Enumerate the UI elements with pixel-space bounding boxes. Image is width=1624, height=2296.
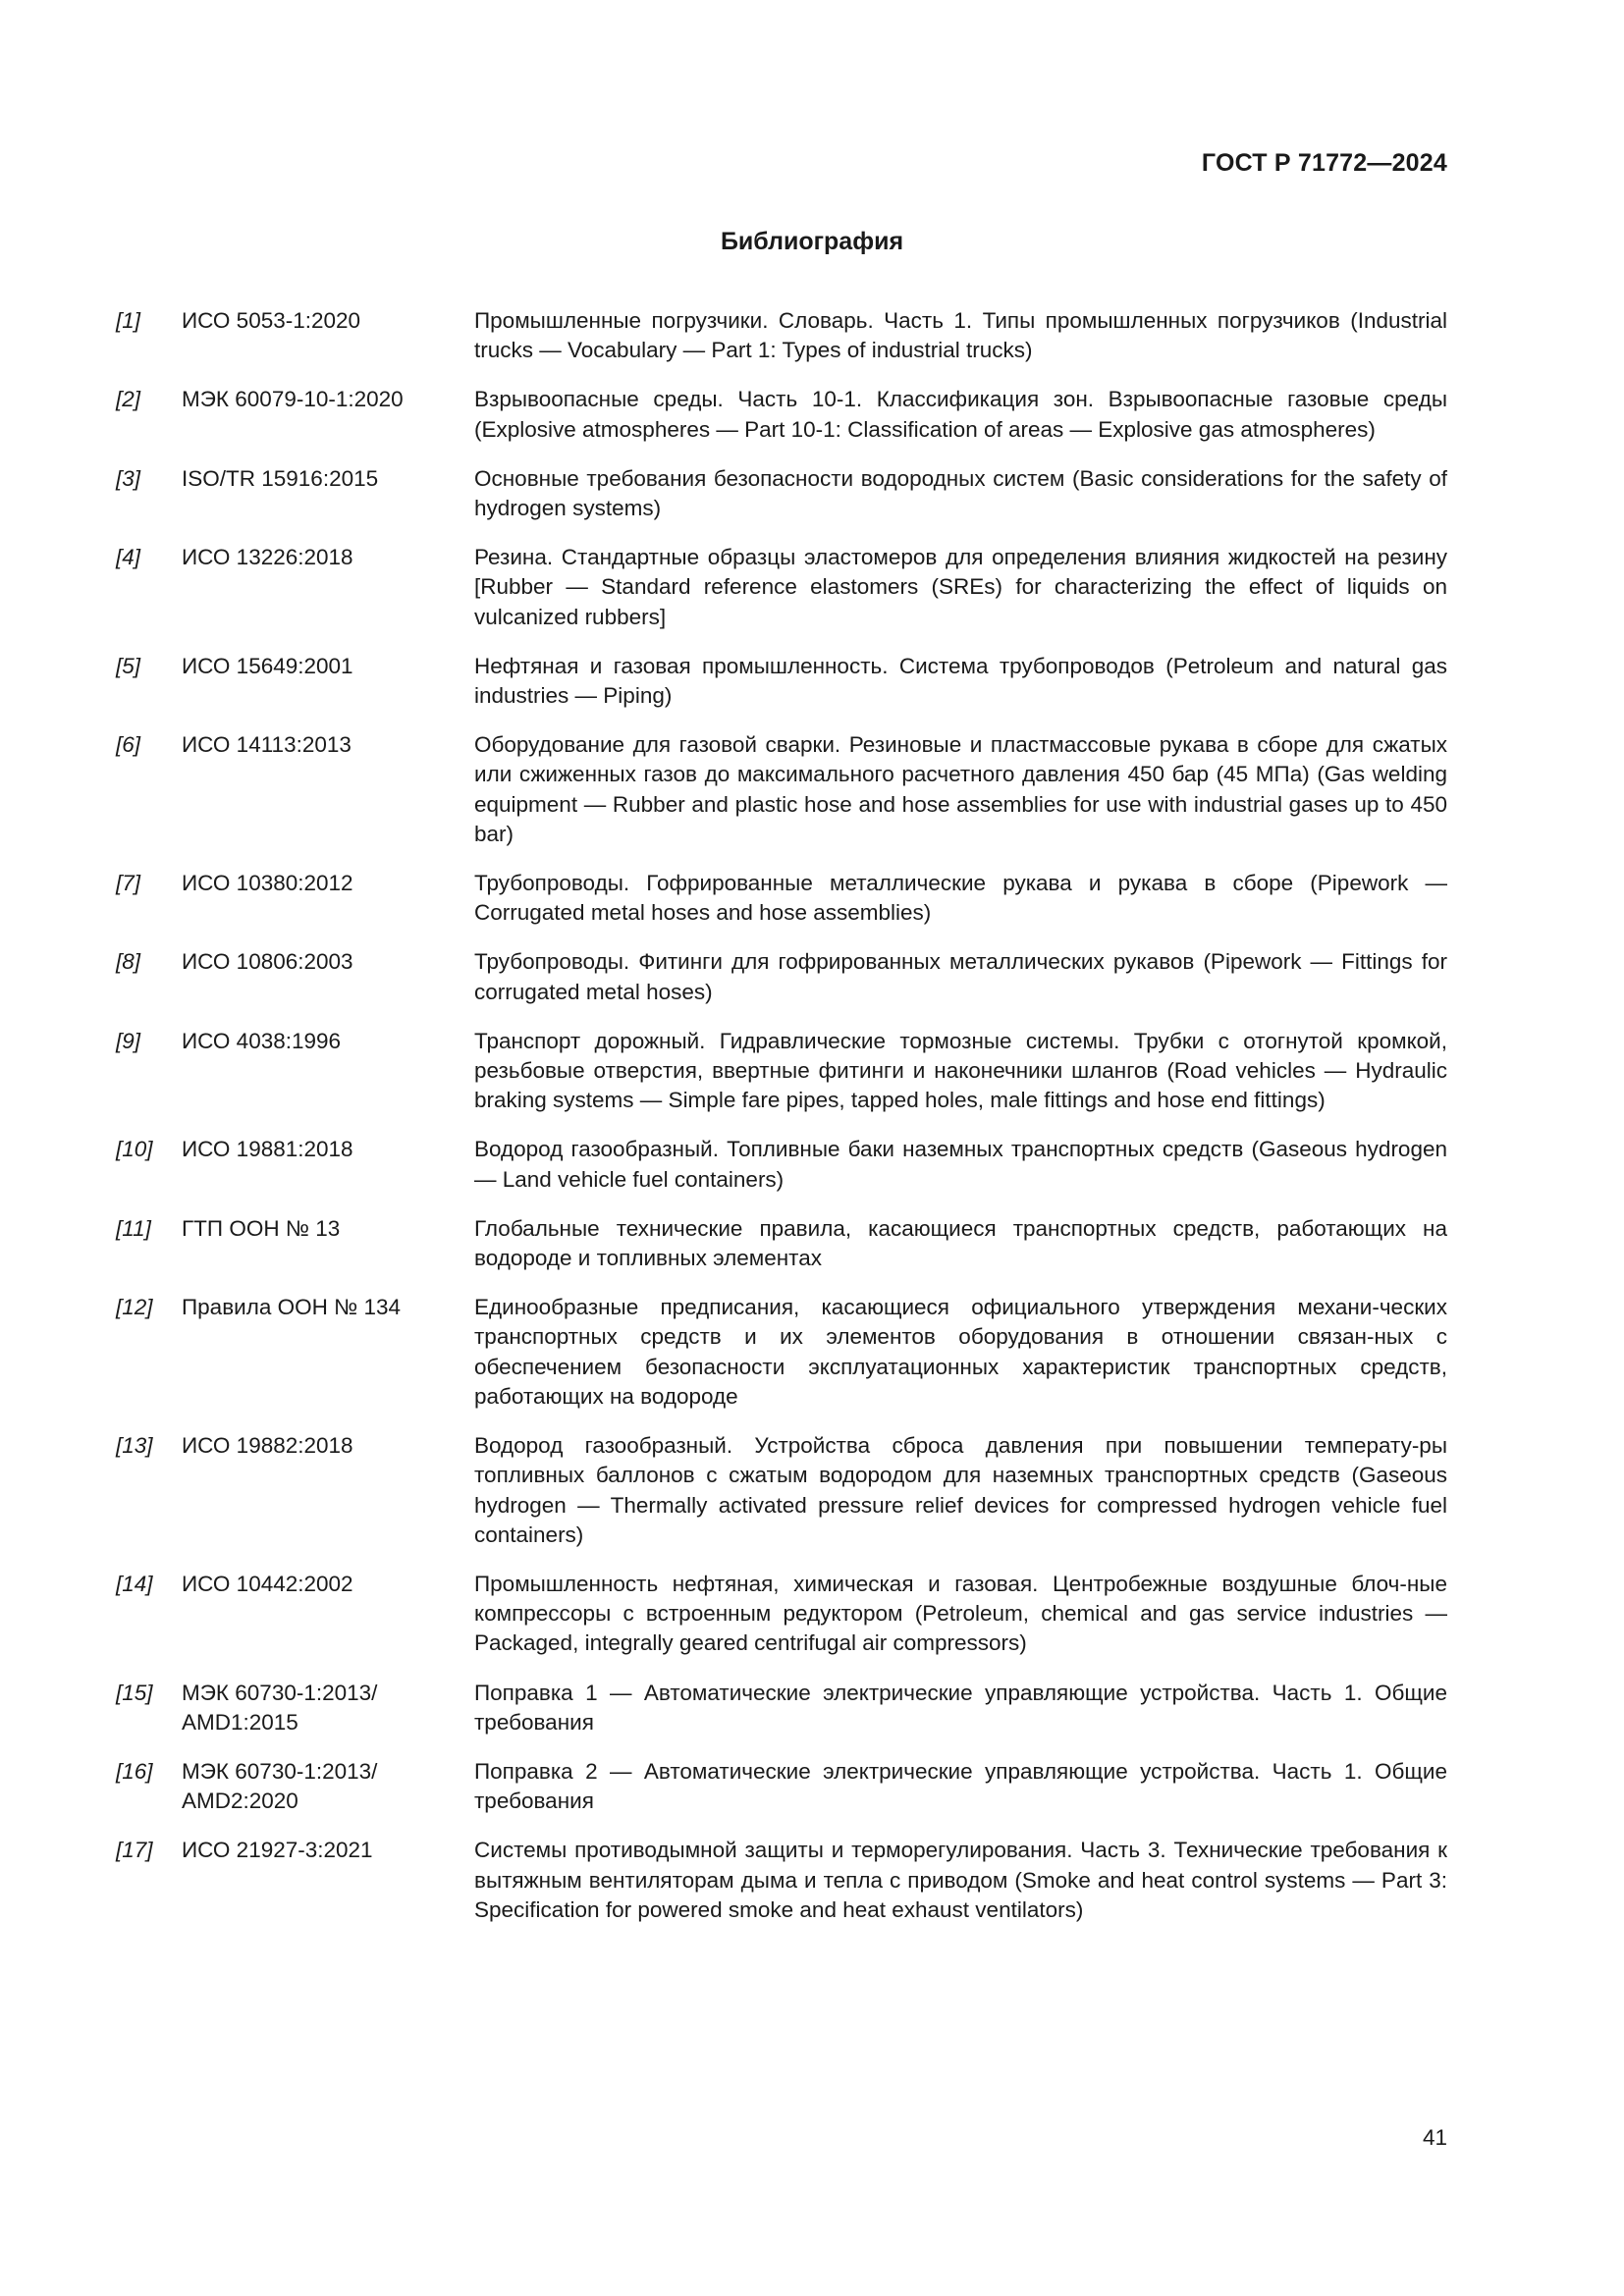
entry-reference: МЭК 60079-10-1:2020 bbox=[182, 387, 404, 412]
entry-number: [3] bbox=[116, 465, 141, 491]
entry-number: [2] bbox=[116, 387, 141, 412]
bibliography-entry bbox=[116, 385, 1447, 444]
bibliography-entry bbox=[116, 652, 1447, 711]
entry-description: Трубопроводы. Фитинги для гофрированных металлических рукавов (Pipework — Fittings for corrugated metal hoses) bbox=[474, 949, 1447, 1004]
bibliography-entry bbox=[116, 1679, 1447, 1737]
bibliography-entry bbox=[116, 730, 1447, 849]
bibliography-entry bbox=[116, 1135, 1447, 1194]
entry-number: [9] bbox=[116, 1028, 141, 1053]
entry-reference: ИСО 4038:1996 bbox=[182, 1028, 342, 1053]
entry-reference: ИСО 15649:2001 bbox=[182, 653, 353, 678]
bibliography-entry bbox=[116, 543, 1447, 632]
bibliography-entry bbox=[116, 1027, 1447, 1116]
entry-reference: Правила ООН № 134 bbox=[182, 1295, 402, 1320]
entry-number: [6] bbox=[116, 732, 141, 758]
bibliography-entry bbox=[116, 1431, 1447, 1550]
bibliography-entry bbox=[116, 464, 1447, 523]
bibliography-entry bbox=[116, 947, 1447, 1006]
entry-description: Глобальные технические правила, касающиеся транспортных средств, работающих на водороде и топливных элементах bbox=[474, 1215, 1447, 1271]
entry-number: [13] bbox=[116, 1433, 153, 1459]
entry-reference: ИСО 10442:2002 bbox=[182, 1571, 353, 1596]
entry-reference: ИСО 5053-1:2020 bbox=[182, 308, 361, 333]
bibliography-entry bbox=[116, 1570, 1447, 1659]
entry-description: Транспорт дорожный. Гидравлические тормозные системы. Трубки с отогнутой кромкой, резьбовые отверстия, ввертные фитинги и наконечники шлангов (Road vehicles — Hydraulic braking systems — Simple fare pipes, tapped holes, male fittings and hose end fittings) bbox=[474, 1028, 1447, 1113]
entry-description: Нефтяная и газовая промышленность. Система трубопроводов (Petroleum and natural gas industries — Piping) bbox=[474, 653, 1447, 709]
entry-description: Взрывоопасные среды. Часть 10-1. Классификация зон. Взрывоопасные газовые среды (Explosive atmospheres — Part 10-1: Classification of areas — Explosive gas atmospheres) bbox=[474, 387, 1447, 442]
entry-description: Поправка 1 — Автоматические электрические управляющие устройства. Часть 1. Общие требования bbox=[474, 1680, 1447, 1735]
entry-reference: ISO/TR 15916:2015 bbox=[182, 465, 379, 491]
entry-number: [1] bbox=[116, 308, 141, 333]
entry-reference: ИСО 10380:2012 bbox=[182, 871, 353, 896]
entry-number: [11] bbox=[116, 1215, 151, 1241]
entry-description: Единообразные предписания, касающиеся официального утверждения механи-ческих транспортных средств и их элементов оборудования в отношении связан-ных с обеспечением безопасности эксплуатационных характеристик транспортных средств, работающих на водороде bbox=[474, 1295, 1447, 1409]
page-title: Библиография bbox=[720, 228, 904, 255]
page-number: 41 bbox=[1422, 2125, 1447, 2150]
entry-reference: ГТП ООН № 13 bbox=[182, 1215, 341, 1241]
bibliography-entry bbox=[116, 1757, 1447, 1816]
entry-number: [17] bbox=[116, 1838, 153, 1863]
entry-number: [5] bbox=[116, 653, 141, 678]
entry-description: Трубопроводы. Гофрированные металлические рукава и рукава в сборе (Pipework — Corrugated metal hoses and hose assemblies) bbox=[474, 871, 1447, 926]
entry-reference: МЭК 60730-1:2013/ AMD1:2015 bbox=[182, 1680, 378, 1735]
entry-number: [15] bbox=[116, 1680, 153, 1705]
entry-reference: ИСО 21927-3:2021 bbox=[182, 1838, 373, 1863]
document-code: ГОСТ Р 71772—2024 bbox=[1201, 149, 1447, 177]
bibliography-entry bbox=[116, 306, 1447, 365]
entry-number: [4] bbox=[116, 545, 141, 570]
entry-description: Промышленность нефтяная, химическая и газовая. Центробежные воздушные блоч-ные компрессоры с встроенным редуктором (Petroleum, chemical and gas service industries — Packaged, integrally geared centrifugal air compressors) bbox=[474, 1571, 1447, 1656]
entry-description: Водород газообразный. Устройства сброса давления при повышении температу-ры топливных баллонов с сжатым водородом для наземных транспортных средств (Gaseous hydrogen — Thermally activated pressure relief devices for compressed hydrogen vehicle fuel containers) bbox=[474, 1433, 1447, 1547]
entry-reference: ИСО 10806:2003 bbox=[182, 949, 353, 975]
entry-description: Водород газообразный. Топливные баки наземных транспортных средств (Gaseous hydrogen — Land vehicle fuel containers) bbox=[474, 1137, 1447, 1192]
entry-reference: МЭК 60730-1:2013/ AMD2:2020 bbox=[182, 1758, 378, 1814]
entry-description: Резина. Стандартные образцы эластомеров для определения влияния жидкостей на резину [Rubber — Standard reference elastomers (SREs) for characterizing the effect of liquids on vulcanized rubbers] bbox=[474, 545, 1447, 629]
entry-reference: ИСО 14113:2013 bbox=[182, 732, 352, 758]
entry-reference: ИСО 19881:2018 bbox=[182, 1137, 353, 1162]
bibliography-entry bbox=[116, 1293, 1447, 1412]
entry-number: [7] bbox=[116, 871, 141, 896]
entry-number: [8] bbox=[116, 949, 141, 975]
bibliography-entry bbox=[116, 1214, 1447, 1273]
entry-description: Поправка 2 — Автоматические электрические управляющие устройства. Часть 1. Общие требования bbox=[474, 1758, 1447, 1814]
entry-description: Основные требования безопасности водородных систем (Basic considerations for the safety of hydrogen systems) bbox=[474, 465, 1447, 521]
entry-number: [12] bbox=[116, 1295, 153, 1320]
entry-reference: ИСО 13226:2018 bbox=[182, 545, 353, 570]
entry-description: Оборудование для газовой сварки. Резиновые и пластмассовые рукава в сборе для сжатых или сжиженных газов до максимального расчетного давления 450 бар (45 МПа) (Gas welding equipment — Rubber and plastic hose and hose assemblies for use with industrial gases up to 450 bar) bbox=[474, 732, 1447, 846]
entry-description: Промышленные погрузчики. Словарь. Часть 1. Типы промышленных погрузчиков (Industrial trucks — Vocabulary — Part 1: Types of industrial trucks) bbox=[474, 308, 1447, 363]
bibliography-list bbox=[116, 306, 1447, 1945]
entry-reference: ИСО 19882:2018 bbox=[182, 1433, 353, 1459]
entry-number: [14] bbox=[116, 1571, 153, 1596]
entry-description: Системы противодымной защиты и терморегулирования. Часть 3. Технические требования к вытяжным вентиляторам дыма и тепла с приводом (Smoke and heat control systems — Part 3: Specification for powered smoke and heat exhaust ventilators) bbox=[474, 1838, 1447, 1922]
bibliography-entry bbox=[116, 869, 1447, 928]
bibliography-entry bbox=[116, 1836, 1447, 1925]
entry-number: [10] bbox=[116, 1137, 153, 1162]
entry-number: [16] bbox=[116, 1758, 153, 1784]
